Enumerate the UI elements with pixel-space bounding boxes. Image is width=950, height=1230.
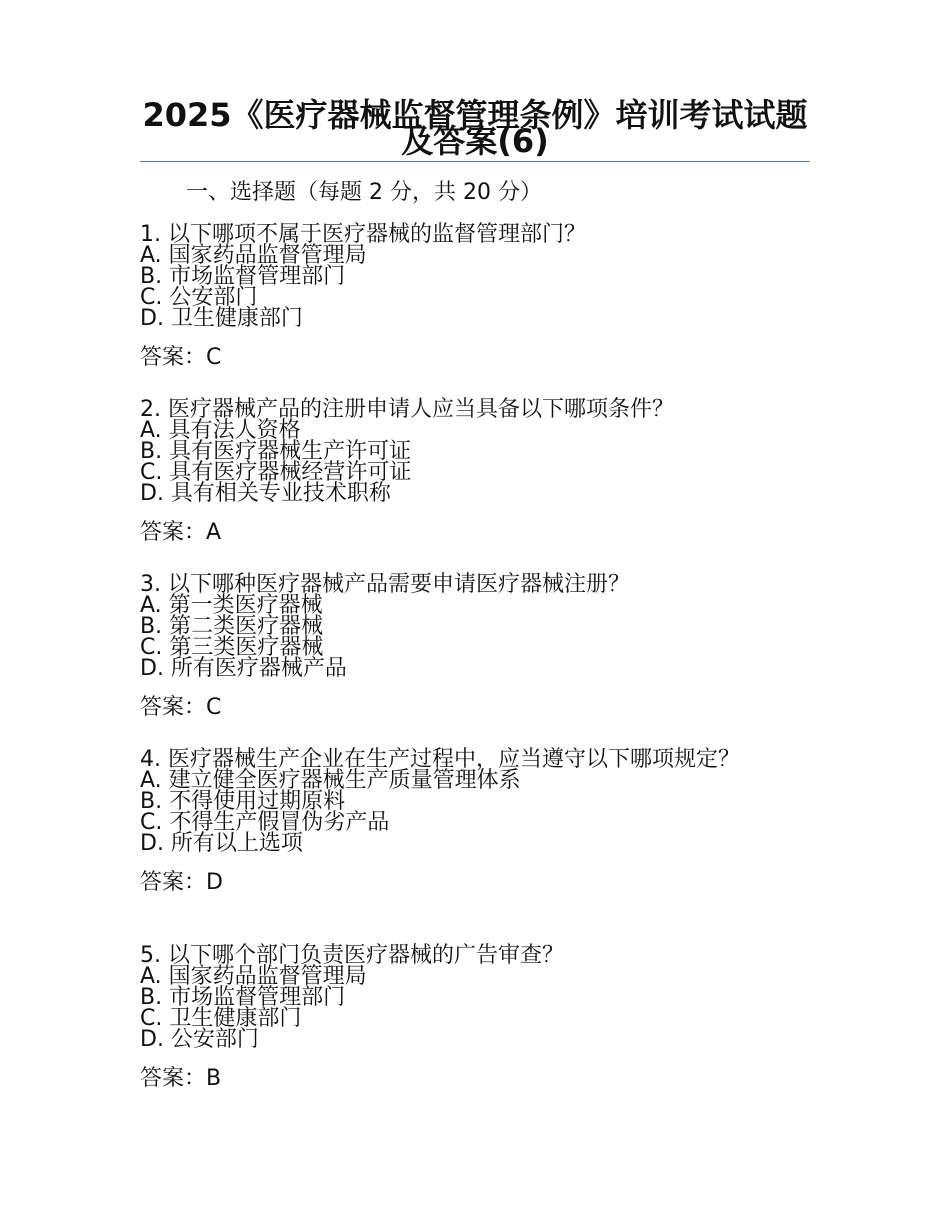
- question-3: [140, 574, 780, 737]
- option-d: D. 公安部门: [140, 1027, 259, 1052]
- option-a: A. 建立健全医疗器械生产质量管理体系: [140, 768, 521, 793]
- option-c: C. 公安部门: [140, 285, 258, 310]
- option-d: D. 所有医疗器械产品: [140, 656, 347, 681]
- option-a: A. 第一类医疗器械: [140, 593, 323, 618]
- section-heading: 一、选择题（每题 2 分，共 20 分）: [186, 180, 542, 205]
- title-divider: [140, 161, 810, 162]
- option-b: B. 第二类医疗器械: [140, 614, 324, 639]
- question-5: [140, 945, 780, 1095]
- question-text: 4. 医疗器械生产企业在生产过程中，应当遵守以下哪项规定？: [140, 747, 740, 772]
- answer-text: 答案：B: [140, 1066, 222, 1091]
- option-c: C. 不得生产假冒伪劣产品: [140, 810, 390, 835]
- option-a: A. 具有法人资格: [140, 418, 301, 443]
- question-2: [140, 399, 780, 562]
- option-c: C. 卫生健康部门: [140, 1006, 302, 1031]
- answer-text: 答案：D: [140, 870, 223, 895]
- option-c: C. 具有医疗器械经营许可证: [140, 460, 412, 485]
- question-1: [140, 224, 780, 387]
- answer-text: 答案：A: [140, 520, 222, 545]
- option-d: D. 所有以上选项: [140, 831, 303, 856]
- option-d: D. 卫生健康部门: [140, 306, 303, 331]
- question-list: [140, 224, 780, 1107]
- option-b: B. 具有医疗器械生产许可证: [140, 439, 412, 464]
- question-4: [140, 749, 780, 933]
- option-a: A. 国家药品监督管理局: [140, 243, 367, 268]
- answer-text: 答案：C: [140, 695, 222, 720]
- question-text: 5. 以下哪个部门负责医疗器械的广告审查？: [140, 943, 564, 968]
- question-text: 2. 医疗器械产品的注册申请人应当具备以下哪项条件？: [140, 397, 674, 422]
- question-text: 3. 以下哪种医疗器械产品需要申请医疗器械注册？: [140, 572, 630, 597]
- question-text: 1. 以下哪项不属于医疗器械的监督管理部门？: [140, 222, 586, 247]
- option-a: A. 国家药品监督管理局: [140, 964, 367, 989]
- option-d: D. 具有相关专业技术职称: [140, 481, 391, 506]
- document-title: 2025《医疗器械监督管理条例》培训考试试题及答案(6): [142, 96, 808, 160]
- option-b: B. 不得使用过期原料: [140, 789, 346, 814]
- option-b: B. 市场监督管理部门: [140, 985, 346, 1010]
- option-b: B. 市场监督管理部门: [140, 264, 346, 289]
- answer-text: 答案：C: [140, 345, 222, 370]
- option-c: C. 第三类医疗器械: [140, 635, 324, 660]
